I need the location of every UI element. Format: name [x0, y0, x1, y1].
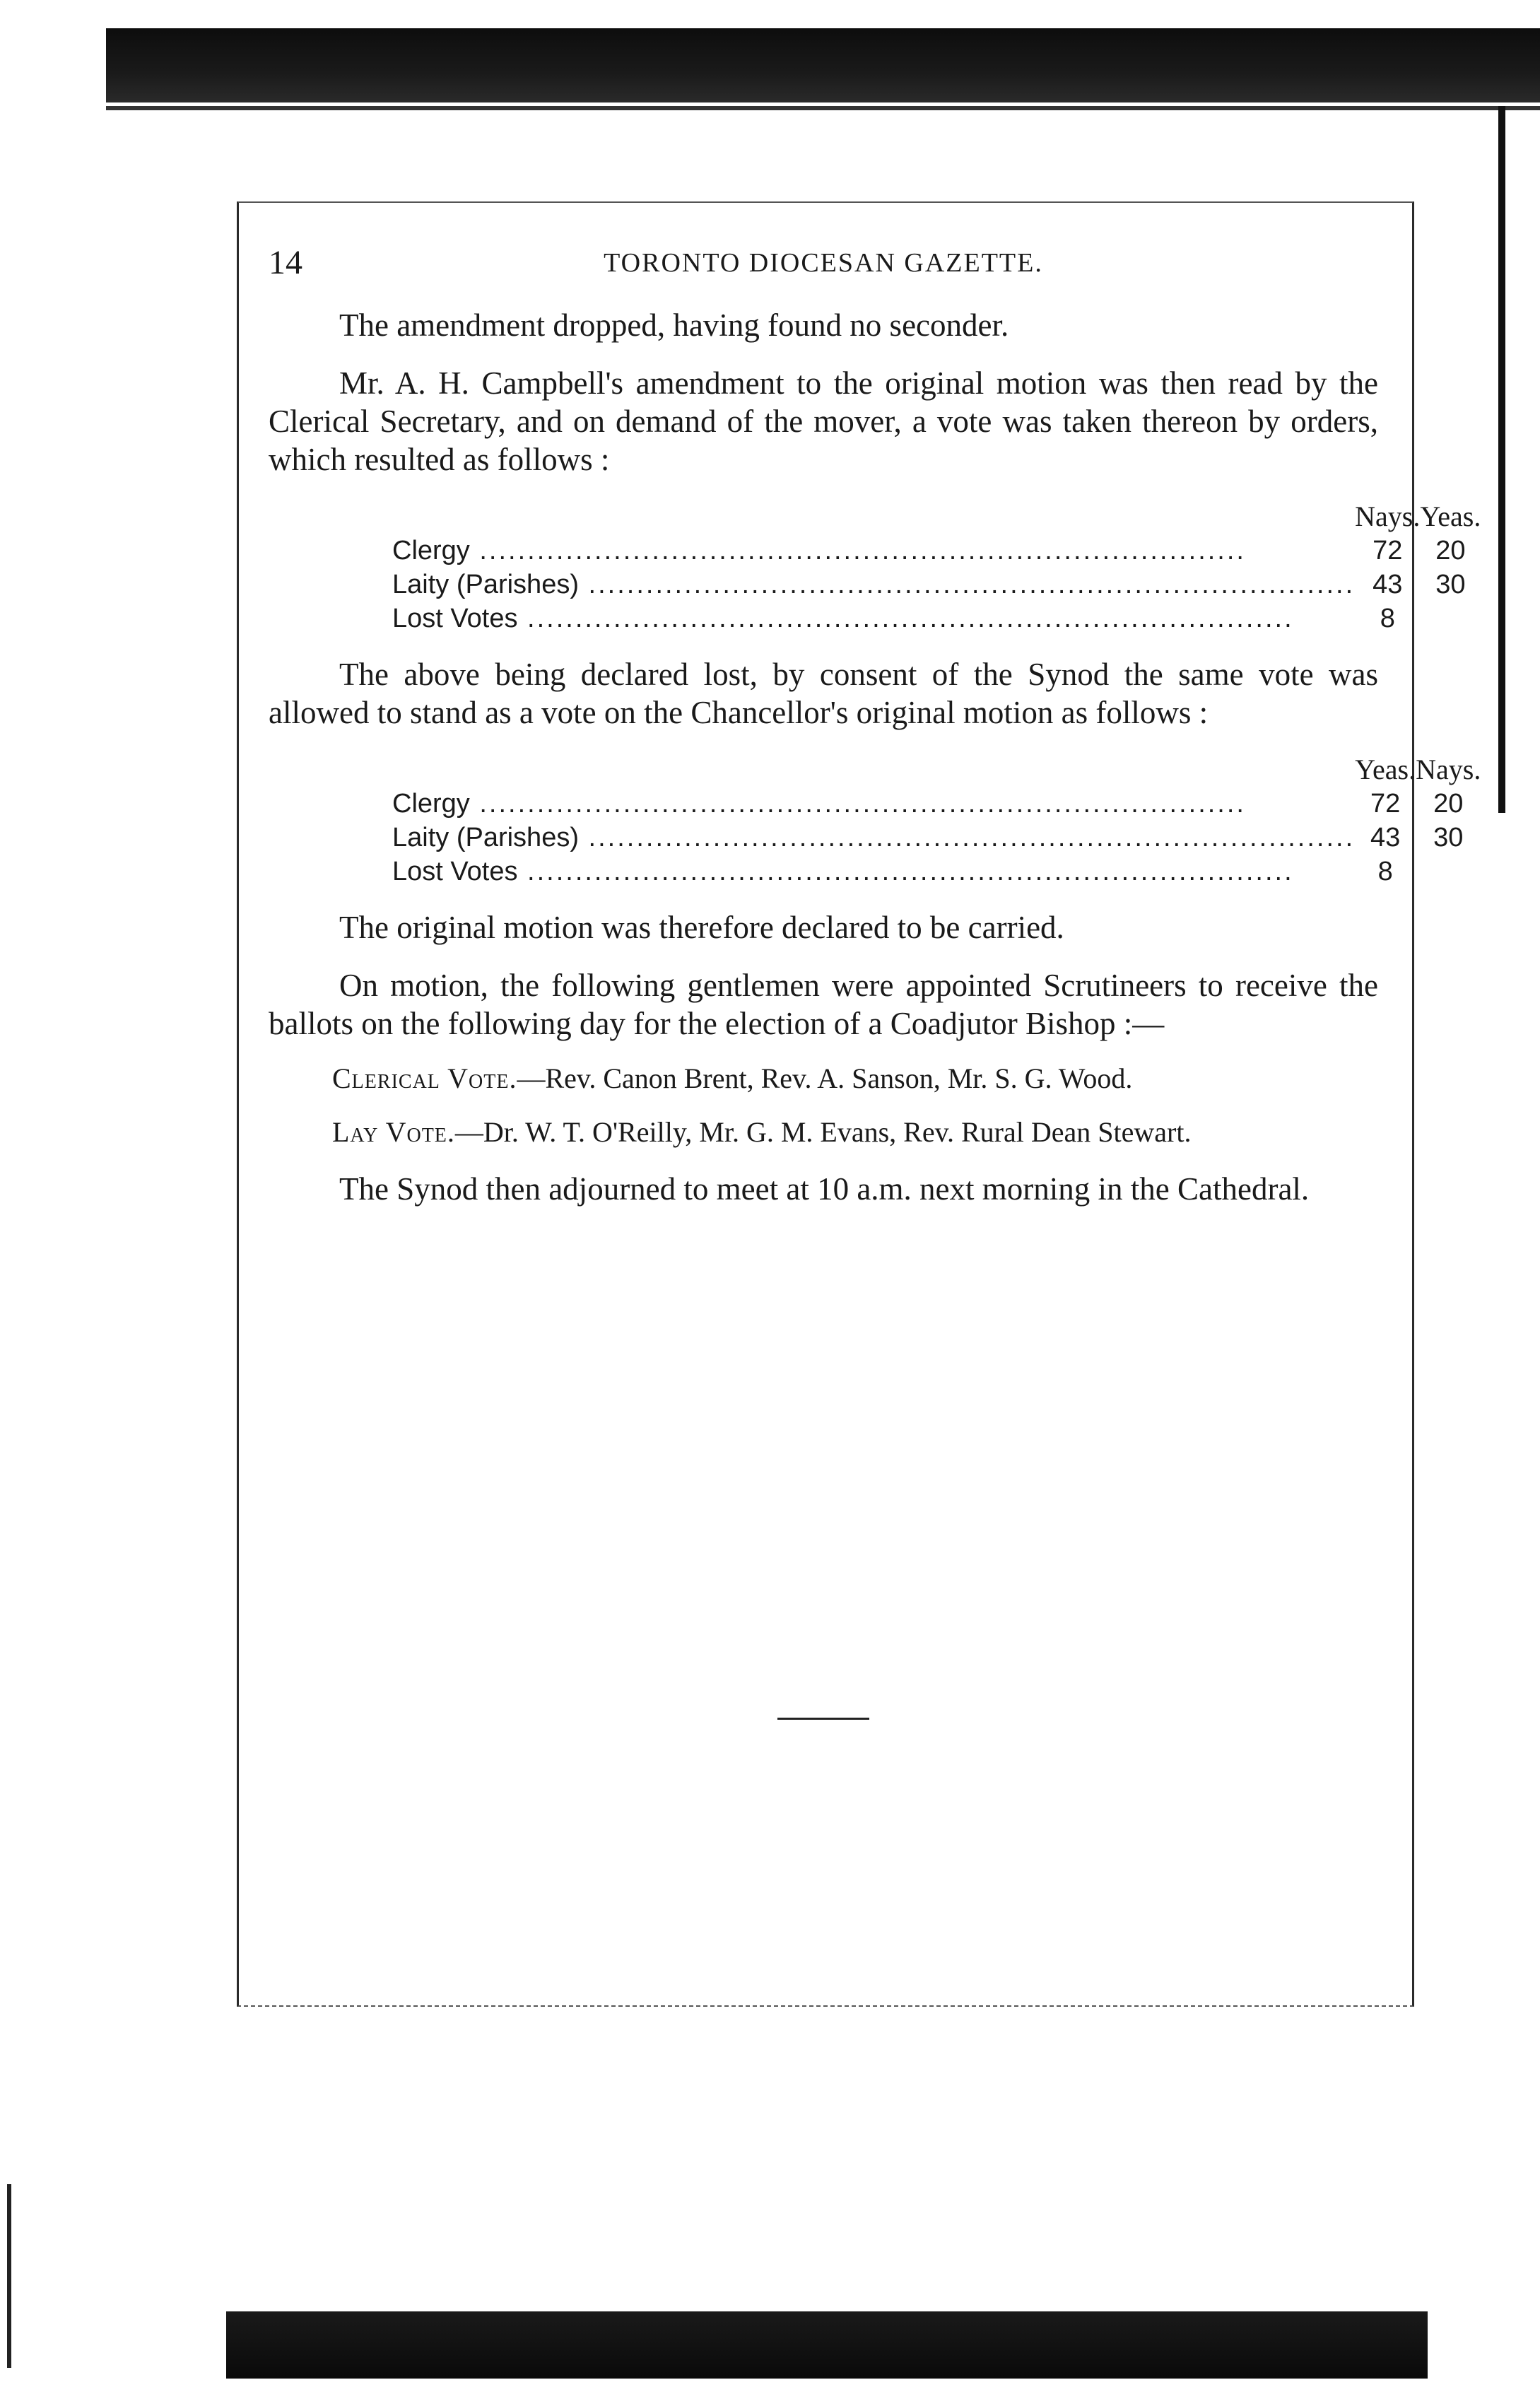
scan-border-right: [1498, 106, 1505, 813]
clerical-vote-label: Clerical Vote.: [332, 1062, 517, 1094]
vote-count: [1416, 855, 1481, 889]
row-label: Clergy .....: [392, 787, 1355, 821]
column-header-nays: Nays.: [1355, 500, 1421, 532]
column-header-yeas: Yeas.: [1420, 500, 1481, 532]
clerical-vote-names: —Rev. Canon Brent, Rev. A. Sanson, Mr. S. G. Wood.: [517, 1062, 1133, 1094]
lay-vote-label: Lay Vote.: [332, 1116, 455, 1148]
vote-count: 30: [1435, 570, 1466, 599]
paragraph-motion-carried: The original motion was therefore declared to be carried.: [339, 910, 1064, 945]
table-row: [392, 602, 1481, 635]
paragraph-chancellor-motion: The above being declared lost, by consent of the Synod the same vote was allowed to stand as a vote on the Chancellor's original motion as follows :: [269, 657, 1378, 730]
paragraph-scrutineers: On motion, the following gentlemen were appointed Scrutineers to receive the ballots on the following day for the election of a Coadjutor Bishop :—: [269, 968, 1378, 1041]
vote-count: 72: [1370, 789, 1401, 819]
running-head: [269, 244, 1378, 286]
vote-count: 20: [1435, 536, 1466, 565]
table-row: [392, 534, 1481, 568]
lay-vote-names: —Dr. W. T. O'Reilly, Mr. G. M. Evans, Rev. Rural Dean Stewart.: [454, 1116, 1192, 1148]
section-rule: [777, 1718, 869, 1720]
table-row: [392, 855, 1481, 889]
vote-count: 72: [1373, 536, 1403, 565]
vote-count: 8: [1377, 857, 1393, 886]
column-header-nays: Nays.: [1416, 754, 1481, 785]
vote-table-amendment: [392, 500, 1481, 635]
vote-count: 8: [1380, 604, 1395, 633]
table-row: [392, 787, 1481, 821]
row-label: Laity (Parishes) .....: [392, 821, 1355, 855]
vote-table-original-motion: [392, 753, 1481, 889]
lay-vote-line: [269, 1115, 1378, 1150]
table-row: [392, 568, 1481, 602]
vote-count: [1420, 602, 1481, 635]
row-label: Lost Votes .....: [392, 855, 1355, 889]
vote-count: 43: [1373, 570, 1403, 599]
paragraph-amendment-dropped: The amendment dropped, having found no seconder.: [339, 307, 1009, 343]
vote-count: 43: [1370, 823, 1401, 852]
running-title: TORONTO DIOCESAN GAZETTE.: [604, 248, 1043, 278]
vote-count: 20: [1433, 789, 1464, 819]
scan-border-top-line: [106, 106, 1540, 110]
paragraph-adjournment: The Synod then adjourned to meet at 10 a.m. next morning in the Cathedral.: [339, 1171, 1310, 1207]
scan-border-left: [7, 2184, 11, 2368]
column-header-yeas: Yeas.: [1355, 754, 1416, 785]
page-number: 14: [269, 244, 302, 281]
table-row: [392, 821, 1481, 855]
vote-count: 30: [1433, 823, 1464, 852]
clerical-vote-line: [269, 1061, 1378, 1096]
row-label: Lost Votes .....: [392, 602, 1355, 635]
scan-border-bottom: [226, 2311, 1428, 2379]
row-label: Laity (Parishes) .....: [392, 568, 1355, 602]
scan-border-top: [106, 28, 1540, 102]
paragraph-campbell-amendment: Mr. A. H. Campbell's amendment to the original motion was then read by the Clerical Secretary, and on demand of the mover, a vote was taken thereon by orders, which resulted as follows :: [269, 365, 1378, 477]
row-label: Clergy .....: [392, 534, 1355, 568]
page-content: [269, 244, 1481, 1208]
